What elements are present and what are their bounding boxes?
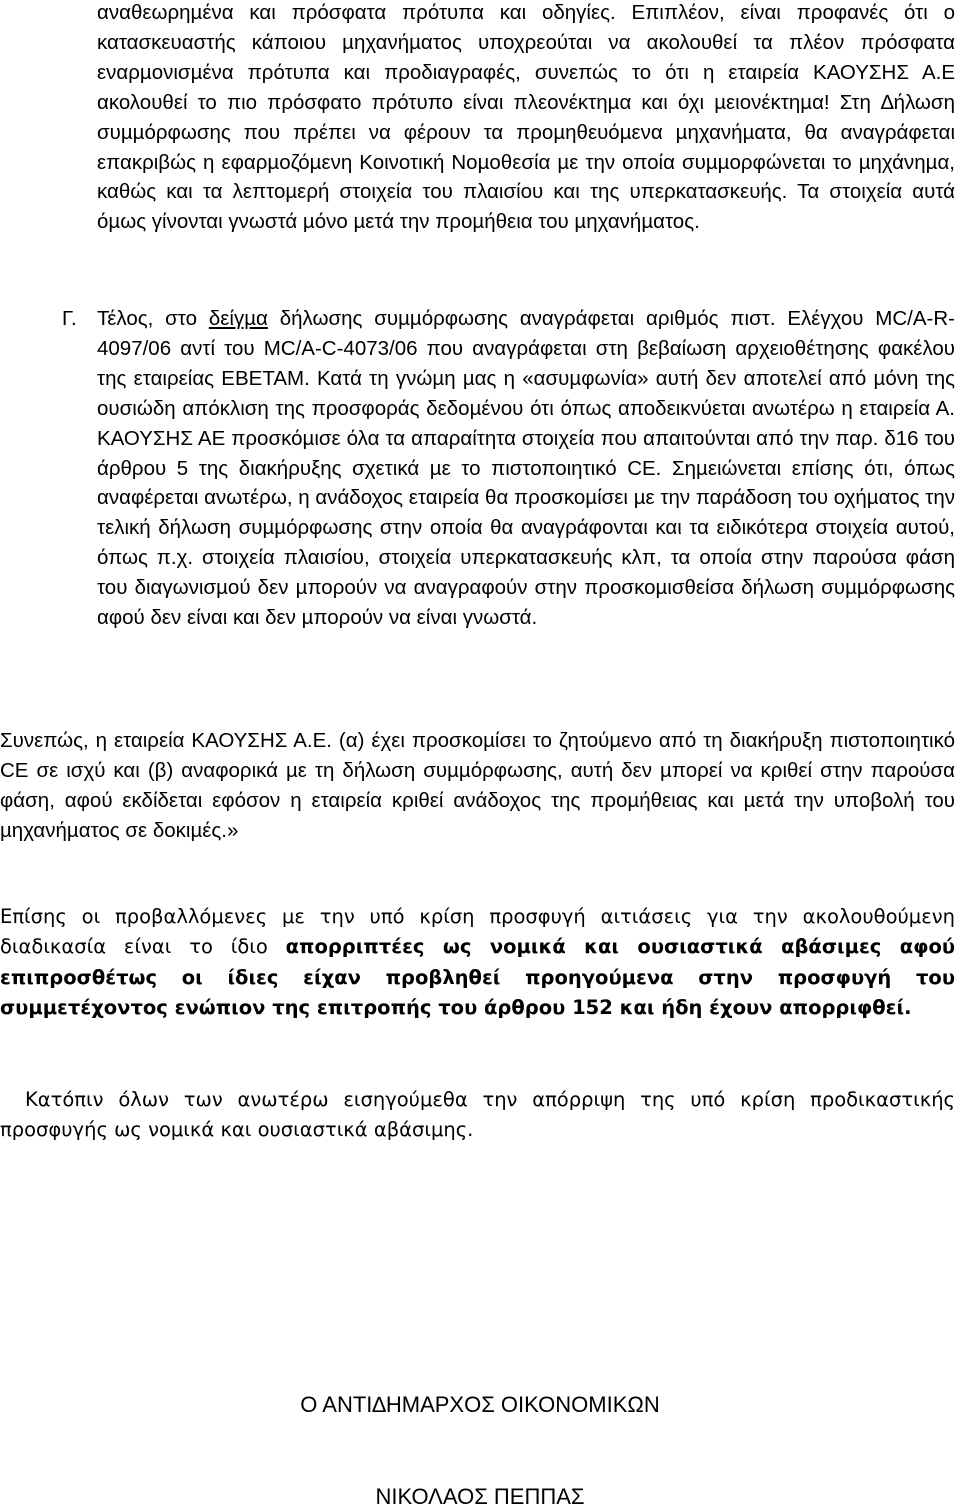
item-g-text-after: δήλωσης συµµόρφωσης αναγράφεται αριθµός πιστ. Ελέγχου MC/A-R-4097/06 αντί του MC/A-C-4073/06 που αναγράφεται στη βεβαίωση αρχειοθέτησης φακέλου της εταιρείας ΕΒΕΤΑΜ. Κατά τη γνώµη µας η «ασυµφωνία» αυτή δεν αποτελεί από µόνη της ουσιώδη απόκλιση της προσφοράς δεδοµένου ότι όπως αποδεικνύεται ανωτέρω η εταιρεία Α. ΚΑΟΥΣΗΣ ΑΕ προσκόµισε όλα τα απαραίτητα στοιχεία που απαιτούνται από την παρ. δ16 του άρθρου 5 της διακήρυξης σχετικά µε το πιστοποιητικό CE. Σηµειώνεται επίσης ότι, όπως αναφέρεται ανωτέρω, η ανάδοχος εταιρεία θα προσκοµίσει µε την παράδοση του οχήµατος την τελική δήλωση συµµόρφωσης στην οποία θα αναγράφονται και τα ειδικότερα στοιχεία αυτού, όπως π.χ. στοιχεία πλαισίου, στοιχεία υπερκατασκευής κλπ, τα οποία στην παρούσα φάση του διαγωνισµού δεν µπορούν να αναγραφούν στην προσκοµισθείσα δήλωση συµµόρφωσης αφού δεν είναι και δεν µπορούν να είναι γνωστά. (97, 307, 956, 630)
item-g-underlined-word: δείγµα (208, 307, 268, 330)
paragraph-item-g (97, 304, 955, 633)
item-g-text-before: Τέλος, στο (97, 307, 209, 330)
signature-title: Ο ΑΝΤΙ∆ΗΜΑΡΧΟΣ ΟΙΚΟΝΟΜΙΚΩΝ (300, 1392, 660, 1417)
list-item-letter: Γ. (62, 307, 77, 330)
signature-name: ΝΙΚΟΛΑΟΣ ΠΕΠΠΑΣ (375, 1484, 585, 1509)
paragraph-final-recommendation: Κατόπιν όλων των ανωτέρω εισηγούμεθα την απόρριψη της υπό κρίση προδικαστικής προσφυγής ως νομικά και ουσιαστικά αβάσιμης. (0, 1088, 955, 1142)
paragraph-standards: αναθεωρηµένα και πρόσφατα πρότυπα και οδηγίες. Επιπλέον, είναι προφανές ότι ο κατασκευαστής κάποιου µηχανήµατος υποχρεούται να ακολουθεί τα πλέον πρόσφατα εναρµονισµένα πρότυπα και προδιαγραφές, συνεπώς το ότι η εταιρεία ΚΑΟΥΣΗΣ Α.Ε ακολουθεί το πιο πρόσφατο πρότυπο είναι πλεονέκτηµα και όχι µειονέκτηµα! Στη ∆ήλωση συµµόρφωσης που πρέπει να φέρουν τα προµηθευόµενα µηχανήµατα, θα αναγράφεται επακριβώς η εφαρµοζόµενη Κοινοτική Νοµοθεσία µε την οποία συµµορφώνεται το µηχάνηµα, καθώς και τα λεπτοµερή στοιχεία του πλαισίου και της υπερκατασκευής. Τα στοιχεία αυτά όµως γίνονται γνωστά µόνο µετά την προµήθεια του µηχανήµατος. (97, 1, 955, 234)
paragraph-also (0, 902, 955, 1023)
paragraph-conclusion: Συνεπώς, η εταιρεία ΚΑΟΥΣΗΣ Α.Ε. (α) έχει προσκοµίσει το ζητούµενο από τη διακήρυξη πιστοποιητικό CE σε ισχύ και (β) αναφορικά µε τη δήλωση συµµόρφωσης, αυτή δεν µπορεί να κριθεί στην παρούσα φάση, αφού εκδίδεται εφόσον η εταιρεία κριθεί ανάδοχος της προµήθειας και µετά την υποβολή του µηχανήµατος σε δοκιµές.» (0, 729, 955, 842)
paragraph-also-bold: απορριπτέες ως νομικά και ουσιαστικά αβάσιμες αφού επιπροσθέτως οι ίδιες είχαν προβληθεί προηγούμενα στην προσφυγή του συμμετέχοντος ενώπιον της επιτροπής του άρθρου 152 και ήδη έχουν απορριφθεί. (0, 935, 956, 1019)
paragraph-also-normal: Επίσης οι προβαλλόμενες με την υπό κρίση προσφυγή αιτιάσεις για την ακολουθούμενη διαδικασία είναι το ίδιο (0, 905, 955, 959)
